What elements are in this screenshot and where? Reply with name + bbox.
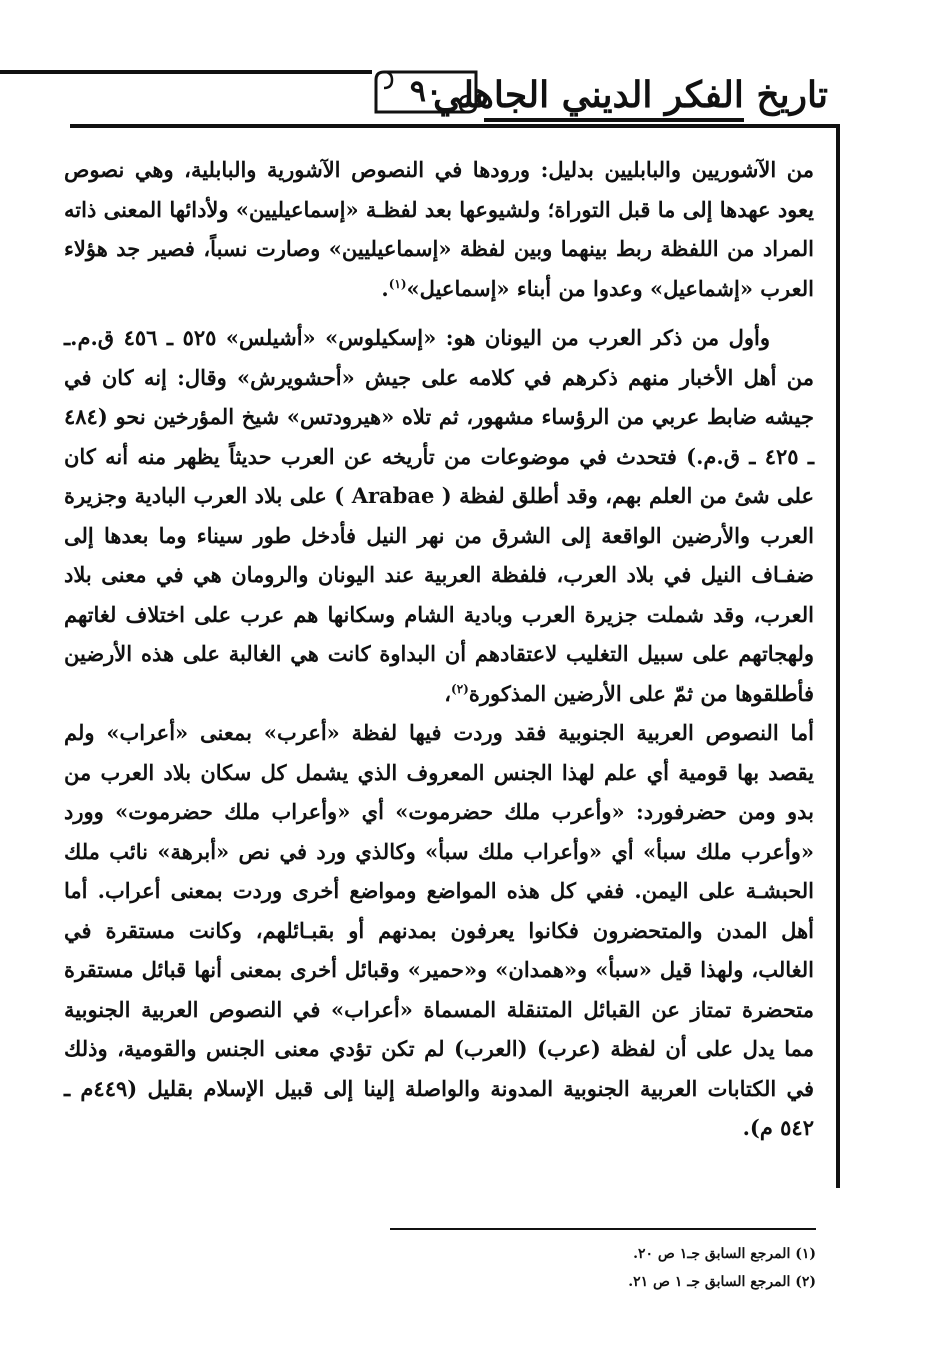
footnote-ref: (٢) <box>451 681 469 696</box>
paragraph-text: وأول من ذكر العرب من اليونان هو: «إسكيلوس» «أشيلس» ٥٢٥ ـ ٤٥٦ ق.م.ـ من أهل الأخبار منهم ذكرهم في كلامه على جيش «أحشويرش» وقال: إنه كان في جيشه ضابط عربي من الرؤساء مشهور، ثم تلاه «هيرودتس» شيخ المؤرخين نحو (٤٨٤ ـ ٤٢٥ ـ ق.م.) فتحدث في موضوعات من تأريخه عن العرب حديثاً يظهر منه أنه كان على شئ من العلم بهم، وقد أطلق لفظة ( Arabae ) على بلاد العرب البادية وجزيرة العرب والأرضين الواقعة إلى الشرق من نهر النيل فأدخل طور سيناء وما بعدها إلى ضفـاف النيل في بلاد العرب، فلفظة العربية عند اليونان والرومان هي في معنى بلاد العرب، وقد شملت جزيرة العرب وبادية الشام وسكانها هم عرب على اختلاف لغاتهم ولهجاتهم على سبيل التغليب لاعتقادهم أن البداوة كانت هي الغالبة على هذه الأرضين فأطلقوها من ثمّ على الأرضين المذكورة <box>64 325 814 706</box>
paragraph-text: أما النصوص العربية الجنوبية فقد وردت فيها لفظة «أعرب» بمعنى «أعراب» ولم يقصد بها قومية أي علم لهذا الجنس المعروف الذي يشمل كل سكان بلاد العرب من بدو ومن حضرفورد: «وأعرب ملك حضرموت» أي «وأعراب ملك حضرموت» وورد «وأعرب ملك سبأ» أي «وأعراب ملك سبأ» وكالذي ورد في نص «أبرهة» نائب ملك الحبشـة على اليمن. ففي كل هذه المواضع ومواضع أخرى وردت بمعنى أعراب. أما أهل المدن والمتحضرون فكانوا يعرفون بمدنهم أو بقبـائلهم، وكانت مستقرة في الغالب، ولهذا قيل «سبأ» و«همدان» و«حمير» وقبائل أخرى بمعنى أنها قبائل مستقرة متحضرة تمتاز عن القبائل المتنقلة المسماة «أعراب» في النصوص العربية الجنوبية مما يدل على أن لفظة (عرب) (العرب) لم تكن تؤدي معنى الجنس والقومية، وذلك في الكتابات العربية الجنوبية المدونة والواصلة إلينا إلى قبيل الإسلام بقليل (٤٤٩م ـ ٥٤٢ م). <box>64 720 815 1140</box>
punctuation: ، <box>444 680 452 706</box>
page-number: ٩٠ <box>409 74 443 109</box>
paragraph <box>64 713 814 1148</box>
header-top-rule <box>0 70 372 74</box>
running-header-title: تاريخ الفكر الديني الجاهلي <box>433 74 828 116</box>
footnote-ref: (١) <box>388 276 407 291</box>
footnote: (١) المرجع السابق جـ١ ص ٢٠. <box>633 1246 816 1262</box>
body-text <box>64 150 814 1148</box>
paragraph <box>64 318 814 713</box>
footnotes <box>500 1240 816 1296</box>
header-bottom-rule <box>70 124 840 128</box>
footnote: (٢) المرجع السابق جـ ١ ص ٢١. <box>628 1274 816 1290</box>
page-right-border <box>836 124 840 1188</box>
paragraph-text: من الآشوريين والبابليين بدليل: ورودها في النصوص الآشورية والبابلية، وهي نصوص يعود عهدها إلى ما قبل التوراة؛ ولشيوعها بعد لفظـة «إسماعيليين» ولأدائها المعنى ذاته المراد من اللفظة ربط بينهما وبين لفظة «إسماعيليين» وصارت نسباً، فصير جد هؤلاء العرب «إشماعيل» وعدوا من أبناء «إسماعيل» <box>64 157 814 301</box>
footnote-separator <box>390 1228 816 1230</box>
paragraph <box>64 150 814 308</box>
punctuation: . <box>381 275 389 301</box>
